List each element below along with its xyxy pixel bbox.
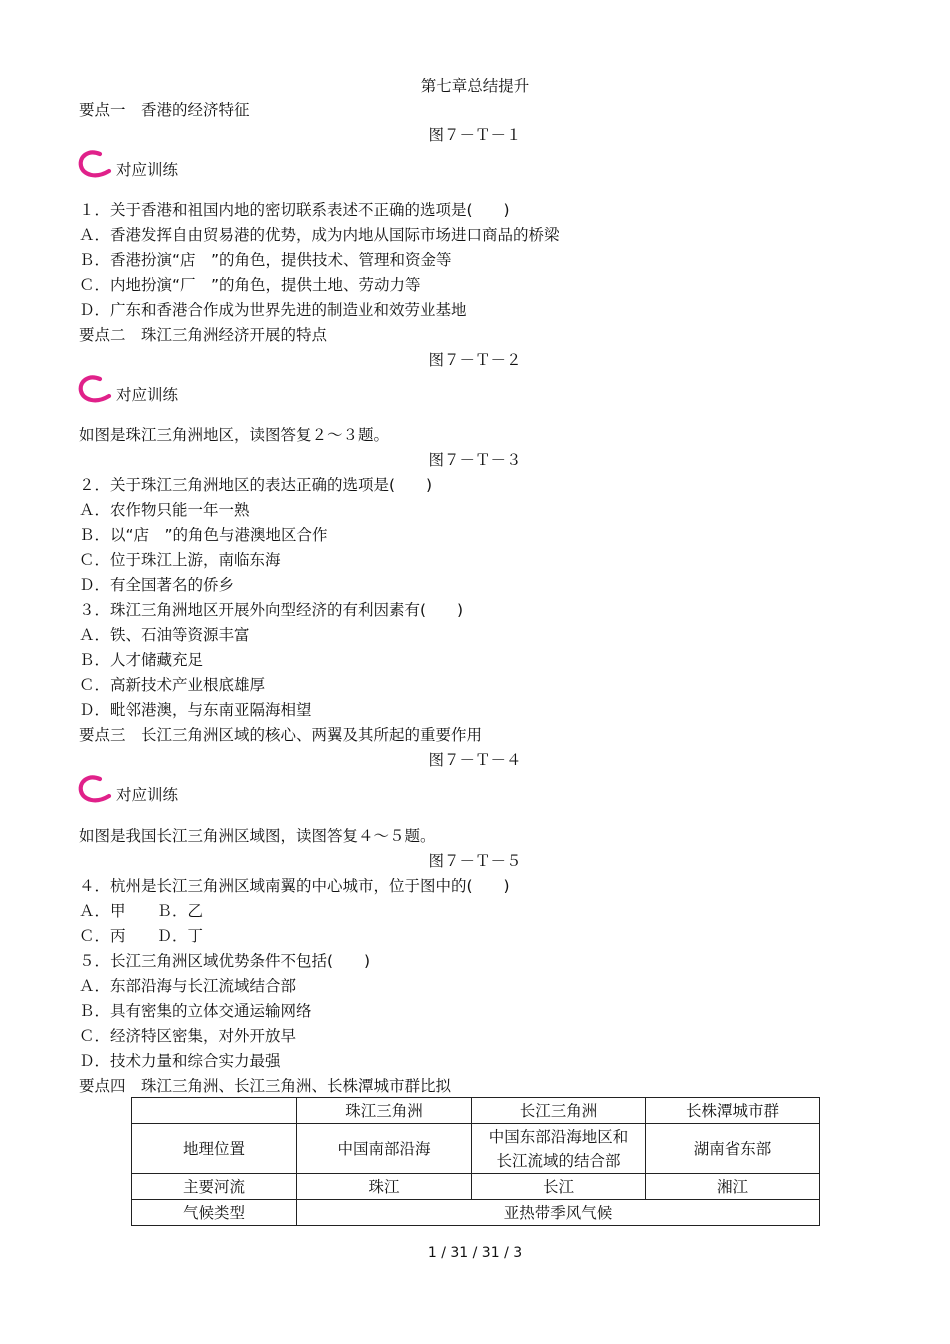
- table-row: [132, 1124, 820, 1174]
- training-swoosh-icon: [78, 373, 114, 407]
- section2-heading: 要点二 珠江三角洲经济开展的特点: [79, 326, 328, 344]
- question-4: ４．杭州是长江三角洲区域南翼的中心城市，位于图中的( ): [79, 877, 510, 895]
- question-4-options-ab: Ａ．甲 Ｂ．乙: [79, 902, 204, 920]
- table-cell: 珠江: [297, 1174, 472, 1200]
- table-row: [132, 1174, 820, 1200]
- table-cell: 中国南部沿海: [297, 1124, 472, 1174]
- section4-heading: 要点四 珠江三角洲、长江三角洲、长株潭城市群比拟: [79, 1077, 452, 1095]
- question-3-option-c: Ｃ．高新技术产业根底雄厚: [79, 676, 266, 694]
- section3-heading: 要点三 长江三角洲区域的核心、两翼及其所起的重要作用: [79, 726, 483, 744]
- question-5: ５．长江三角洲区域优势条件不包括( ): [79, 952, 371, 970]
- table-cell-line: 长江流域的结合部: [496, 1151, 621, 1170]
- training-label: 对应训练: [116, 386, 179, 404]
- table-cell: 亚热带季风气候: [297, 1200, 820, 1226]
- question-2: ２．关于珠江三角洲地区的表达正确的选项是( ): [79, 476, 433, 494]
- table-cell: 主要河流: [132, 1174, 297, 1200]
- table-header-cell: 长江三角洲: [472, 1098, 646, 1124]
- page-number: 1 / 31 / 31 / 3: [427, 1245, 523, 1261]
- table-cell: [472, 1124, 646, 1174]
- table-cell: 气候类型: [132, 1200, 297, 1226]
- training-swoosh-icon: [78, 773, 114, 807]
- question-3-option-a: Ａ．铁、石油等资源丰富: [79, 626, 250, 644]
- figure-caption-2: 图７－Ｔ－２: [428, 351, 522, 369]
- table-row: [132, 1200, 820, 1226]
- question-4-options-cd: Ｃ．丙 Ｄ．丁: [79, 927, 204, 945]
- table-cell: 地理位置: [132, 1124, 297, 1174]
- section2-intro: 如图是珠江三角洲地区，读图答复２～３题。: [79, 426, 390, 444]
- question-1-option-c: Ｃ．内地扮演“厂 ”的角色，提供土地、劳动力等: [79, 276, 421, 294]
- question-5-option-d: Ｄ．技术力量和综合实力最强: [79, 1052, 281, 1070]
- table-header-cell: 长株潭城市群: [646, 1098, 820, 1124]
- comparison-table: [131, 1097, 820, 1226]
- table-cell-line: 中国东部沿海地区和: [488, 1127, 629, 1146]
- table-cell: 湘江: [646, 1174, 820, 1200]
- figure-caption-3: 图７－Ｔ－３: [428, 451, 522, 469]
- question-2-option-a: Ａ．农作物只能一年一熟: [79, 501, 250, 519]
- table-header-cell: 珠江三角洲: [297, 1098, 472, 1124]
- table-cell: 湖南省东部: [646, 1124, 820, 1174]
- question-5-option-c: Ｃ．经济特区密集，对外开放早: [79, 1027, 297, 1045]
- question-3: ３．珠江三角洲地区开展外向型经济的有利因素有( ): [79, 601, 464, 619]
- table-header-cell: [132, 1098, 297, 1124]
- training-swoosh-icon: [78, 148, 114, 182]
- question-5-option-a: Ａ．东部沿海与长江流域结合部: [79, 977, 297, 995]
- question-2-option-d: Ｄ．有全国著名的侨乡: [79, 576, 235, 594]
- question-1: １．关于香港和祖国内地的密切联系表述不正确的选项是( ): [79, 201, 510, 219]
- table-cell: 长江: [472, 1174, 646, 1200]
- question-1-option-a: Ａ．香港发挥自由贸易港的优势，成为内地从国际市场进口商品的桥梁: [79, 226, 560, 244]
- section1-heading: 要点一 香港的经济特征: [79, 101, 250, 119]
- question-2-option-c: Ｃ．位于珠江上游，南临东海: [79, 551, 281, 569]
- page-title: 第七章总结提升: [420, 77, 530, 95]
- question-3-option-d: Ｄ．毗邻港澳，与东南亚隔海相望: [79, 701, 312, 719]
- training-label: 对应训练: [116, 161, 179, 179]
- question-3-option-b: Ｂ．人才储藏充足: [79, 651, 204, 669]
- question-1-option-d: Ｄ．广东和香港合作成为世界先进的制造业和效劳业基地: [79, 301, 467, 319]
- figure-caption-1: 图７－Ｔ－１: [428, 126, 522, 144]
- figure-caption-4: 图７－Ｔ－４: [428, 751, 522, 769]
- question-5-option-b: Ｂ．具有密集的立体交通运输网络: [79, 1002, 312, 1020]
- table-header-row: [132, 1098, 820, 1124]
- question-2-option-b: Ｂ．以“店 ”的角色与港澳地区合作: [79, 526, 328, 544]
- section3-intro: 如图是我国长江三角洲区域图，读图答复４～５题。: [79, 827, 436, 845]
- training-label: 对应训练: [116, 786, 179, 804]
- figure-caption-5: 图７－Ｔ－５: [428, 852, 522, 870]
- question-1-option-b: Ｂ．香港扮演“店 ”的角色，提供技术、管理和资金等: [79, 251, 452, 269]
